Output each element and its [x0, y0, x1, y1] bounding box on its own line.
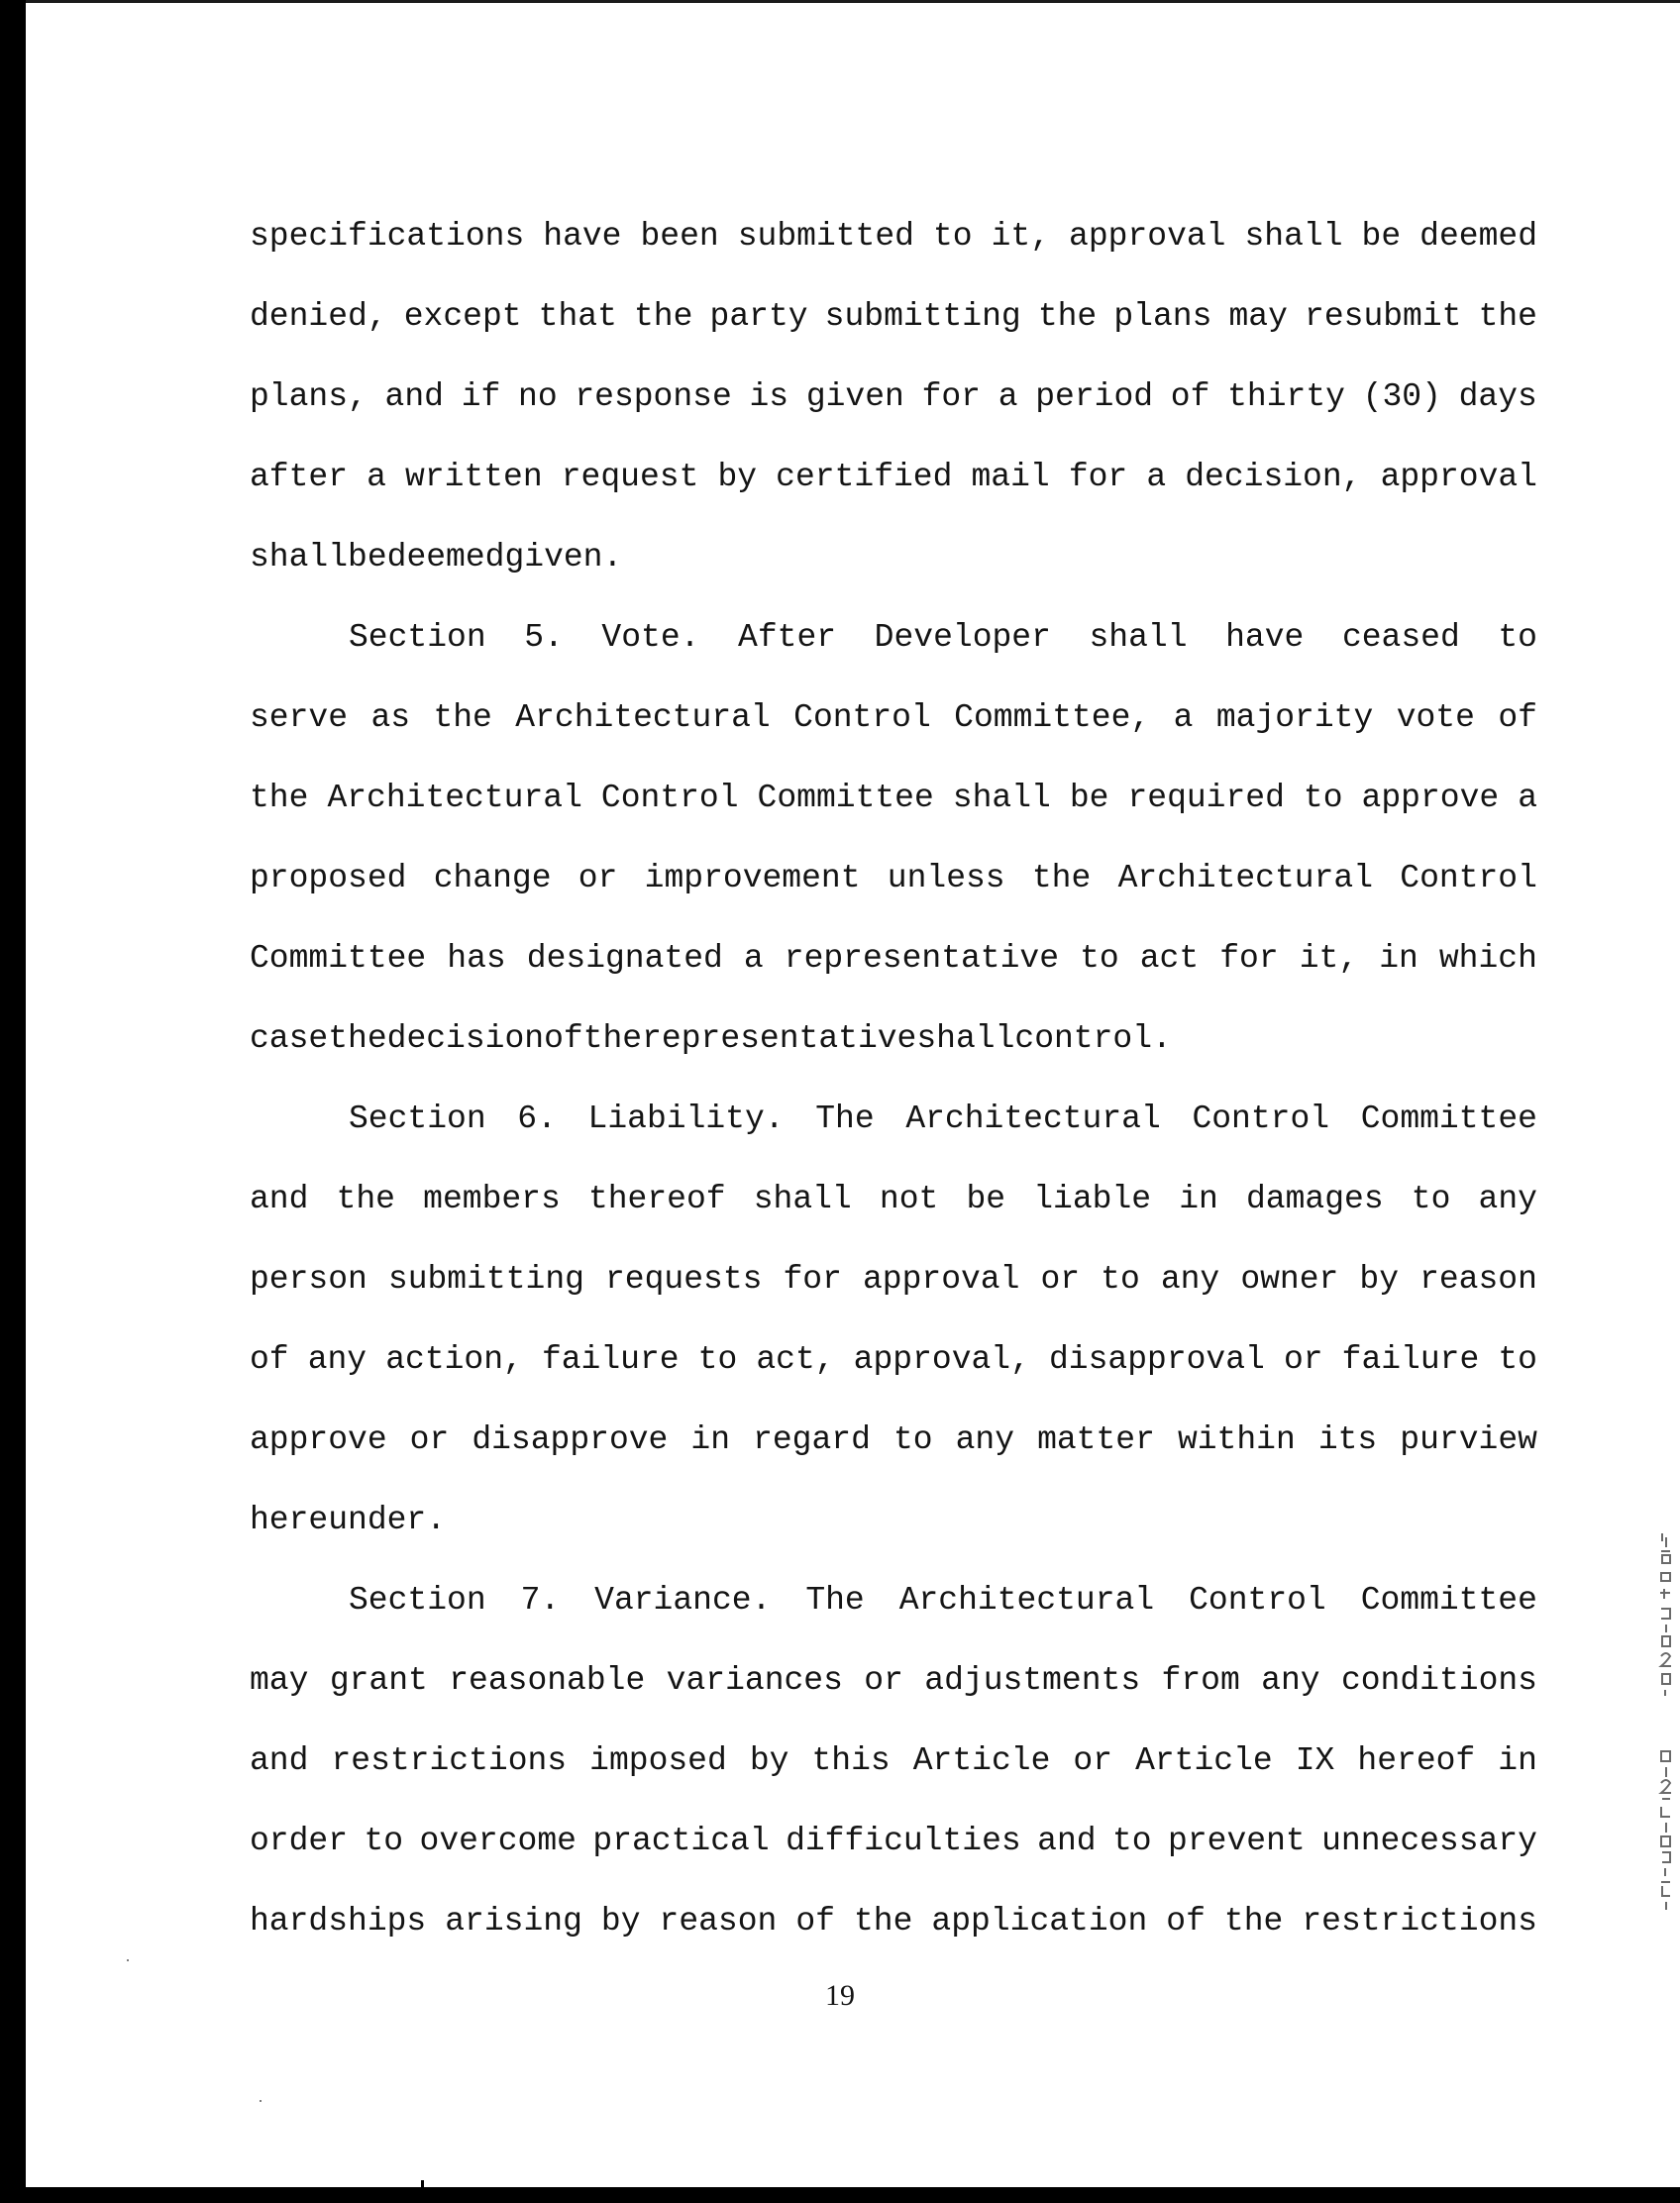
word: hardships	[250, 1903, 427, 1940]
word: hereunder.	[250, 1502, 447, 1538]
word: person	[250, 1261, 368, 1298]
text-line	[250, 930, 1537, 1010]
word: variances	[666, 1662, 843, 1699]
word: disapproval	[1049, 1341, 1265, 1378]
word: failure	[541, 1341, 680, 1378]
word: and	[250, 1181, 309, 1217]
word: IX	[1295, 1742, 1335, 1779]
word: any	[307, 1341, 368, 1378]
word: from	[1161, 1662, 1240, 1699]
word: arising	[445, 1903, 582, 1940]
word: or	[578, 860, 618, 896]
text-line	[250, 449, 1537, 529]
word: approval	[1069, 218, 1226, 255]
word: any	[1478, 1181, 1537, 1217]
text-line	[250, 1893, 1537, 1973]
word: disapprove	[472, 1421, 669, 1458]
word: to	[892, 1421, 933, 1458]
word: Control	[1189, 1582, 1326, 1619]
word: regard	[753, 1421, 871, 1458]
word: proposed	[250, 860, 407, 896]
word: within	[1177, 1421, 1296, 1458]
word: approval	[862, 1261, 1020, 1298]
word: or	[864, 1662, 903, 1699]
word: reasonable	[449, 1662, 646, 1699]
word: a	[1518, 780, 1537, 816]
text-line	[250, 288, 1537, 368]
word: given	[805, 378, 904, 415]
word: approval,	[853, 1341, 1030, 1378]
word: Control	[600, 780, 739, 816]
word: it,	[991, 218, 1051, 255]
word: request	[561, 459, 699, 495]
word: to	[1498, 619, 1537, 656]
word: thirty	[1227, 378, 1345, 415]
word: the	[1478, 298, 1537, 335]
word: be	[966, 1181, 1006, 1217]
word: imposed	[589, 1742, 727, 1779]
word: deemed	[386, 539, 505, 576]
word: restrictions	[1302, 1903, 1537, 1940]
text-line	[250, 1010, 1537, 1091]
word: the	[433, 699, 492, 736]
word: reason	[659, 1903, 778, 1940]
scan-left-edge	[0, 0, 26, 2203]
word: submitting	[824, 298, 1021, 335]
text-line	[250, 208, 1537, 288]
word: of	[1498, 699, 1537, 736]
word: members	[423, 1181, 561, 1217]
section-7-heading-line	[250, 1572, 1537, 1652]
word: in	[1179, 1181, 1218, 1217]
section-5-heading-line	[250, 609, 1537, 689]
text-line	[250, 770, 1537, 850]
word: or	[409, 1421, 450, 1458]
word: grant	[329, 1662, 428, 1699]
word: application	[931, 1903, 1148, 1940]
word: or	[1073, 1742, 1113, 1779]
word: Article	[1135, 1742, 1273, 1779]
word: to	[364, 1823, 404, 1859]
word: Control	[793, 699, 931, 736]
word: plans,	[250, 378, 368, 415]
word: except	[403, 298, 522, 335]
word: failure	[1341, 1341, 1480, 1378]
text-line	[250, 850, 1537, 930]
text-line	[250, 689, 1537, 770]
word: submitted	[737, 218, 914, 255]
word: any	[1160, 1261, 1220, 1298]
word: deemed	[1419, 218, 1537, 255]
word: a	[743, 940, 764, 977]
word: if	[461, 378, 501, 415]
word: The	[805, 1582, 865, 1619]
word: have	[1225, 619, 1305, 656]
word: the	[336, 1181, 395, 1217]
text-line	[250, 1813, 1537, 1893]
word: a	[367, 459, 386, 495]
side-recording-stamp	[1656, 1533, 1676, 1930]
word: Committee	[757, 780, 934, 816]
word: adjustments	[924, 1662, 1141, 1699]
word: to	[1080, 940, 1119, 977]
word: days	[1458, 378, 1537, 415]
word: to	[932, 218, 973, 255]
word: change	[433, 860, 552, 896]
word: denied,	[250, 298, 387, 335]
word: difficulties	[786, 1823, 1021, 1859]
word: after	[250, 459, 349, 495]
word: a	[1173, 699, 1194, 736]
word: any	[955, 1421, 1015, 1458]
word: to	[1112, 1823, 1152, 1859]
word: given.	[504, 539, 623, 576]
word: specifications	[250, 218, 525, 255]
word: act	[1139, 940, 1200, 977]
word: unnecessary	[1321, 1823, 1537, 1859]
word: mail	[971, 459, 1050, 495]
word: for	[921, 378, 981, 415]
document-body	[250, 208, 1537, 1973]
word: Liability.	[587, 1101, 785, 1137]
word: shall	[952, 780, 1051, 816]
word: resubmit	[1305, 298, 1462, 335]
word: for	[783, 1261, 842, 1298]
word: 7.	[520, 1582, 561, 1619]
word: Committee	[1360, 1582, 1537, 1619]
word: The	[815, 1101, 875, 1137]
word: approve	[1361, 780, 1500, 816]
word: the	[634, 298, 693, 335]
text-line	[250, 529, 1537, 609]
word: the	[1223, 1903, 1284, 1940]
word: may	[250, 1662, 309, 1699]
word: that	[538, 298, 617, 335]
word: case	[250, 1020, 329, 1057]
word: act,	[756, 1341, 835, 1378]
word: decision	[386, 1020, 545, 1057]
word: by	[600, 1903, 641, 1940]
word: improvement	[644, 860, 861, 896]
word: ceased	[1341, 619, 1460, 656]
text-line	[250, 1412, 1537, 1492]
word: which	[1438, 940, 1537, 977]
word: Architectural	[1117, 860, 1374, 896]
word: be	[1361, 218, 1402, 255]
word: be	[1069, 780, 1109, 816]
word: by	[749, 1742, 789, 1779]
word: to	[1498, 1341, 1537, 1378]
word: it,	[1299, 940, 1359, 977]
word: this	[811, 1742, 891, 1779]
word: order	[250, 1823, 349, 1859]
word: submitting	[387, 1261, 584, 1298]
text-line	[250, 1732, 1537, 1813]
word: representative	[784, 940, 1060, 977]
word: shall	[1089, 619, 1188, 656]
word: Article	[912, 1742, 1051, 1779]
word: its	[1317, 1421, 1378, 1458]
word: representative	[642, 1020, 917, 1057]
word: no	[518, 378, 558, 415]
word: practical	[592, 1823, 770, 1859]
word: Architectural	[327, 780, 582, 816]
word: shall	[753, 1181, 852, 1217]
word: control.	[1014, 1020, 1172, 1057]
word: reason	[1419, 1261, 1537, 1298]
word: prevent	[1168, 1823, 1306, 1859]
word: to	[697, 1341, 738, 1378]
section-6-heading-line	[250, 1091, 1537, 1171]
word: required	[1127, 780, 1285, 816]
word: of	[250, 1341, 289, 1378]
word: Architectural	[515, 699, 771, 736]
word: overcome	[419, 1823, 577, 1859]
word: Section	[349, 619, 486, 656]
word: Architectural	[905, 1101, 1161, 1137]
word: be	[348, 539, 387, 576]
word: and	[1037, 1823, 1097, 1859]
word: plans	[1113, 298, 1212, 335]
word: response	[575, 378, 732, 415]
word: Committee,	[954, 699, 1151, 736]
word: Committee	[1360, 1101, 1537, 1137]
text-line	[250, 1171, 1537, 1251]
word: period	[1035, 378, 1154, 415]
word: Control	[1192, 1101, 1330, 1137]
word: and	[384, 378, 444, 415]
word: for	[1068, 459, 1128, 495]
word: 6.	[517, 1101, 557, 1137]
word: Architectural	[898, 1582, 1155, 1619]
text-line	[250, 1251, 1537, 1331]
word: in	[1379, 940, 1418, 977]
word: the	[250, 780, 309, 816]
word: Variance.	[594, 1582, 772, 1619]
word: party	[709, 298, 808, 335]
word: the	[1037, 298, 1098, 335]
word: as	[370, 699, 411, 736]
word: requests	[605, 1261, 763, 1298]
word: to	[1411, 1181, 1451, 1217]
page-number: 19	[825, 1979, 855, 2012]
word: designated	[526, 940, 723, 977]
word: and	[250, 1742, 309, 1779]
word: of	[795, 1903, 835, 1940]
word: approve	[250, 1421, 387, 1458]
word: been	[640, 218, 719, 255]
word: shall	[916, 1020, 1015, 1057]
word: for	[1219, 940, 1279, 977]
word: of	[1170, 378, 1210, 415]
word: shall	[1244, 218, 1343, 255]
word: certified	[776, 459, 953, 495]
word: has	[447, 940, 506, 977]
word: Control	[1400, 860, 1537, 896]
word: owner	[1240, 1261, 1339, 1298]
word: the	[1031, 860, 1092, 896]
word: have	[543, 218, 622, 255]
scan-bottom-edge	[0, 2187, 1680, 2203]
word: serve	[250, 699, 349, 736]
word: thereof	[587, 1181, 726, 1217]
word: or	[1040, 1261, 1081, 1298]
word: matter	[1037, 1421, 1155, 1458]
word: action,	[385, 1341, 523, 1378]
text-line	[250, 1331, 1537, 1412]
word: the	[582, 1020, 643, 1057]
word: Vote.	[601, 619, 700, 656]
text-line	[250, 1492, 1537, 1572]
word: Developer	[874, 619, 1051, 656]
word: of	[1166, 1903, 1206, 1940]
word: decision,	[1185, 459, 1362, 495]
word: a	[998, 378, 1018, 415]
word: any	[1261, 1662, 1320, 1699]
word: majority	[1215, 699, 1374, 736]
word: approval	[1380, 459, 1537, 495]
word: hereof	[1357, 1742, 1476, 1779]
word: restrictions	[331, 1742, 568, 1779]
text-line	[250, 368, 1537, 449]
word: conditions	[1340, 1662, 1537, 1699]
word: Committee	[250, 940, 427, 977]
word: After	[738, 619, 837, 656]
word: the	[853, 1903, 913, 1940]
word: damages	[1246, 1181, 1384, 1217]
word: written	[405, 459, 543, 495]
word: liable	[1033, 1181, 1152, 1217]
word: to	[1101, 1261, 1140, 1298]
word: by	[1359, 1261, 1400, 1298]
scan-speck	[260, 2100, 262, 2102]
word: (30)	[1362, 378, 1441, 415]
scan-speck	[127, 1959, 129, 1961]
word: shall	[250, 539, 349, 576]
word: not	[879, 1181, 939, 1217]
word: of	[544, 1020, 583, 1057]
word: may	[1228, 298, 1288, 335]
word: in	[1498, 1742, 1537, 1779]
word: or	[1283, 1341, 1323, 1378]
word: to	[1303, 780, 1343, 816]
word: Section	[349, 1101, 486, 1137]
scan-top-edge	[0, 0, 1680, 3]
word: the	[328, 1020, 387, 1057]
word: a	[1146, 459, 1167, 495]
word: in	[690, 1421, 731, 1458]
scan-bottom-mark	[421, 2180, 424, 2190]
word: 5.	[524, 619, 564, 656]
word: Section	[349, 1582, 486, 1619]
word: vote	[1396, 699, 1475, 736]
word: purview	[1400, 1421, 1537, 1458]
text-line	[250, 1652, 1537, 1732]
word: is	[749, 378, 789, 415]
word: unless	[887, 860, 1005, 896]
word: by	[717, 459, 758, 495]
